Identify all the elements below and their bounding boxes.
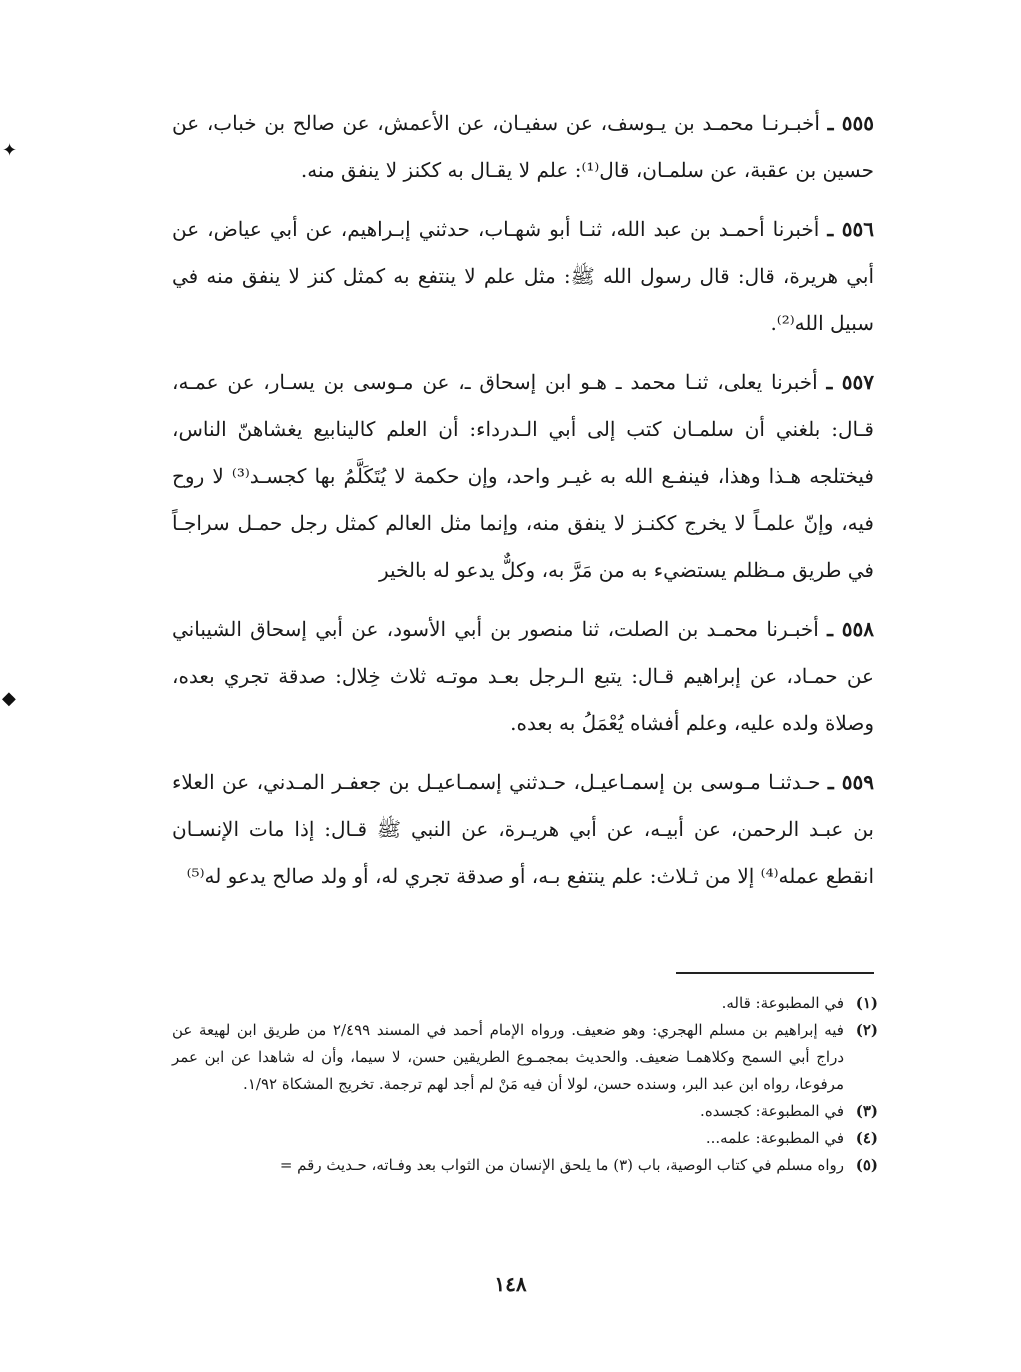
footnote-marker: (١) [855, 994, 878, 1012]
footnotes [172, 990, 878, 1179]
footnote-marker: (٣) [855, 1102, 878, 1120]
margin-mark: ◆ [2, 688, 16, 709]
footnote-text: رواه مسلم في كتاب الوصية، باب (٣) ما يلحق الإنسان من الثواب بعد وفـاته، حـديث رقم = [279, 1156, 844, 1174]
hadith-559 [172, 759, 874, 900]
footnote-marker: (٥) [855, 1156, 878, 1174]
footnote-text: فيه إبراهيم بن مسلم الهجري: وهو ضعيف. ورواه الإمام أحمد في المسند ٢/٤٩٩ من طريق ابن لهيعة عن دراج أبي السمح وكلاهمـا ضعيف. والحديث بمجمـوع الطريقين حسن، لا سيما، وأن له شاهدا عن ابن عمر مرفوعا، رواه ابن عبد البر، وسنده حسن، لولا أن فيه مَنْ لم أجد لهم ترجمة. تخريج المشكاة ١/٩٢. [172, 1021, 844, 1093]
footnote-marker: (٢) [855, 1021, 878, 1039]
footnote [172, 1152, 878, 1179]
hadith-text: حـدثنـا مـوسى بن إسمـاعيـل، حـدثني إسمـاعيـل بن جعفـر المـدني، عن العلاء بن عبـد الرحمن، عن أبيـه، عن أبي هريـرة، عن النبي ﷺ قـال: إذا مات الإنسـان انقطع عمله⁽⁴⁾ إلا من ثـلاث: علم ينتفع بـه، أو صدقة تجري له، أو ولد صالح يدعو له⁽⁵⁾ [172, 770, 874, 888]
footnote-divider [676, 972, 874, 974]
footnote [172, 990, 878, 1017]
hadith-text: أخبـرنـا محمـد بن يـوسف، عن سفيـان، عن الأعمش، عن صالح بن خباب، عن حسين بن عقبة، عن سلمـان، قال⁽¹⁾: علم لا يقـال به ككنز لا ينفق منه. [172, 111, 874, 182]
hadith-text: أخبرنا يعلى، ثنـا محمد ـ هـو ابن إسحاق ـ، عن مـوسى بن يسـار، عن عمـه، قـال: بلغني أن سلمـان كتب إلى أبي الـدرداء: أن العلم كالينابيع يغشاهنّ الناس، فيختلجه هـذا وهذا، فينفـع الله به غيـر واحد، وإن حكمة لا يُتَكَلَّمُ بها كجسـد⁽³⁾ لا روح فيه، وإنّ علمـاً لا يخرج ككنـز لا ينفق منه، وإنما مثل العالم كمثل رجل حمـل سراجـاً في طريق مـظلم يستضيء به من مَرَّ به، وكلٌّ يدعو له بالخير [172, 370, 874, 582]
hadith-text: أخبرنا أحمـد بن عبد الله، ثنـا أبو شهـاب، حدثني إبـراهيم، عن أبي عياض، عن أبي هريرة، قال: قال رسول الله ﷺ: مثل علم لا ينتفع به كمثل كنز لا ينفق منه في سبيل الله⁽²⁾. [172, 217, 875, 335]
main-text [172, 100, 874, 912]
footnote [172, 1017, 878, 1098]
hadith-555 [172, 100, 874, 194]
footnote [172, 1125, 878, 1152]
margin-mark: ✦ [2, 140, 18, 161]
hadith-number: ٥٥٥ ـ [827, 111, 874, 135]
hadith-556 [172, 206, 874, 347]
hadith-558 [172, 606, 874, 747]
footnote-text: في المطبوعة: علمه... [705, 1129, 844, 1147]
page-number: ١٤٨ [494, 1272, 527, 1296]
hadith-text: أخبـرنا محمـد بن الصلت، ثنا منصور بن أبي الأسود، عن أبي إسحاق الشيباني عن حمـاد، عن إبراهيم قـال: يتبع الـرجل بعـد موتـه ثلاث خِلال: صدقة تجري بعده، وصلاة ولده عليه، وعلم أفشاه يُعْمَلُ به بعده. [172, 617, 874, 735]
footnote-marker: (٤) [855, 1129, 878, 1147]
hadith-number: ٥٥٩ ـ [827, 770, 875, 794]
footnote-text: في المطبوعة: كجسده. [700, 1102, 844, 1120]
hadith-number: ٥٥٧ ـ [826, 370, 874, 394]
hadith-557 [172, 359, 874, 594]
footnote [172, 1098, 878, 1125]
hadith-number: ٥٥٦ ـ [827, 217, 875, 241]
hadith-number: ٥٥٨ ـ [827, 617, 875, 641]
footnote-text: في المطبوعة: قاله. [721, 994, 844, 1012]
